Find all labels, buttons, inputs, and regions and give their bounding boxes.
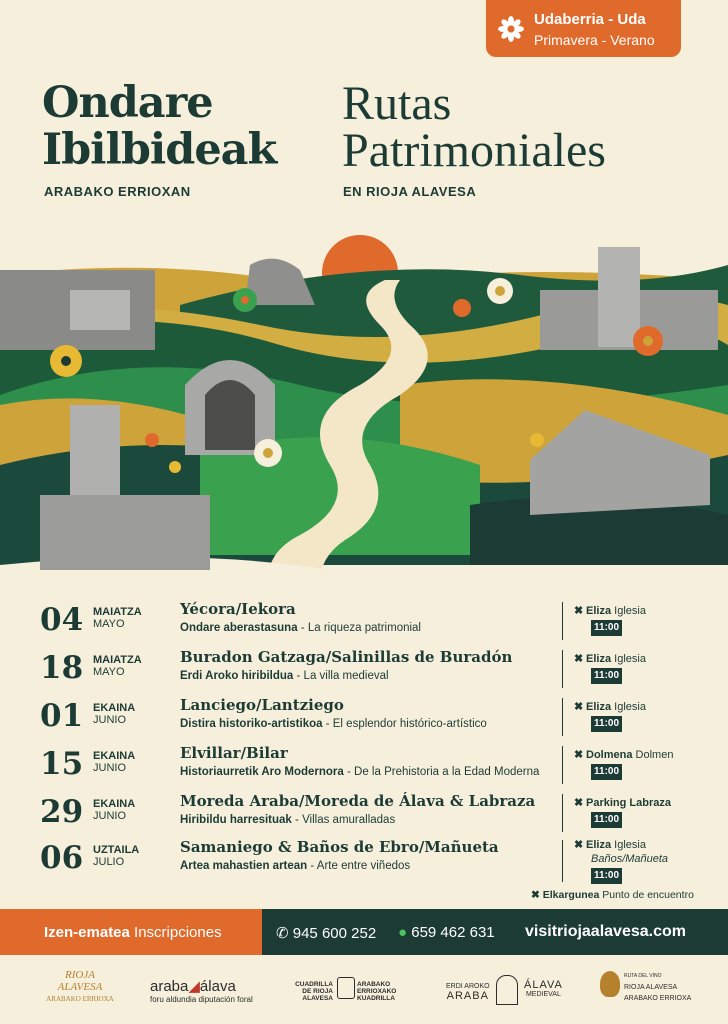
divider bbox=[562, 602, 563, 640]
coat-of-arms-icon bbox=[337, 977, 355, 999]
event-time: 11:00 bbox=[591, 620, 622, 636]
event-item bbox=[0, 744, 728, 790]
event-place: Yécora/Iekora bbox=[180, 600, 296, 618]
event-month: EKAINA JUNIO bbox=[93, 702, 136, 726]
event-location: ✖ Eliza Iglesia 11:00 bbox=[574, 604, 646, 636]
event-day: 06 bbox=[40, 840, 84, 876]
event-day: 18 bbox=[40, 650, 84, 686]
cuadrilla-logo: CUADRILLA DE RIOJA ALAVESA ARABAKO ERRIOXAKO KUADRILLA bbox=[285, 955, 425, 1024]
event-time: 11:00 bbox=[591, 868, 622, 884]
phone-icon: ✆ bbox=[276, 925, 289, 942]
event-item bbox=[0, 648, 728, 694]
event-theme: Artea mahastien artean - Arte entre viñedos bbox=[180, 860, 411, 872]
divider bbox=[562, 794, 563, 832]
event-place: Buradon Gatzaga/Salinillas de Buradón bbox=[180, 648, 513, 666]
divider bbox=[562, 698, 563, 736]
event-location: ✖ Parking Labraza 11:00 bbox=[574, 796, 671, 828]
meeting-point-icon: ✖ bbox=[574, 839, 584, 851]
season-es: Primavera - Verano bbox=[534, 32, 655, 48]
event-time: 11:00 bbox=[591, 764, 622, 780]
event-place: Samaniego & Baños de Ebro/Mañueta bbox=[180, 838, 499, 856]
grape-icon bbox=[600, 971, 620, 997]
meeting-point-icon: ✖ bbox=[574, 701, 584, 713]
event-theme: Distira historiko-artistikoa - El esplendor histórico-artístico bbox=[180, 718, 487, 730]
meeting-point-icon: ✖ bbox=[574, 749, 584, 761]
medieval-logo: ERDI AROKO ARABA ÁLAVA MEDIEVAL bbox=[446, 955, 571, 1024]
event-time: 11:00 bbox=[591, 668, 622, 684]
event-location: ✖ Dolmena Dolmen 11:00 bbox=[574, 748, 673, 780]
contact-section bbox=[262, 909, 728, 955]
event-month: EKAINA JUNIO bbox=[93, 750, 136, 774]
event-location: ✖ Eliza Iglesia 11:00 bbox=[574, 652, 646, 684]
event-item bbox=[0, 696, 728, 742]
sponsor-logos bbox=[0, 955, 728, 1024]
title-spanish: Rutas Patrimoniales bbox=[342, 77, 606, 177]
event-time: 11:00 bbox=[591, 716, 622, 732]
website-link[interactable]: visitriojaalavesa.com bbox=[525, 923, 686, 940]
event-month: EKAINA JUNIO bbox=[93, 798, 136, 822]
event-item bbox=[0, 600, 728, 646]
event-day: 29 bbox=[40, 794, 84, 830]
ruta-vino-logo: RUTA DEL VINO RIOJA ALAVESA ARABAKO ERRIOXA bbox=[600, 955, 710, 1024]
season-eu: Udaberria - Uda bbox=[534, 11, 646, 28]
event-month: UZTAILA JULIO bbox=[93, 844, 140, 868]
event-day: 04 bbox=[40, 602, 84, 638]
event-theme: Ondare aberastasuna - La riqueza patrimonial bbox=[180, 622, 421, 634]
subtitle-spanish: EN RIOJA ALAVESA bbox=[343, 184, 477, 199]
divider bbox=[562, 650, 563, 688]
phone-link[interactable]: ✆ 945 600 252 bbox=[276, 925, 377, 942]
event-month: MAIATZA MAYO bbox=[93, 654, 142, 678]
arch-icon bbox=[496, 975, 518, 1005]
subtitle-basque: ARABAKO ERRIOXAN bbox=[44, 184, 191, 199]
event-theme: Erdi Aroko hiribildua - La villa medieval bbox=[180, 670, 389, 682]
event-theme: Hiribildu harresituak - Villas amuralladas bbox=[180, 814, 396, 826]
event-item bbox=[0, 838, 728, 884]
event-theme: Historiaurretik Aro Modernora - De la Prehistoria a la Edad Moderna bbox=[180, 766, 540, 778]
season-badge bbox=[486, 0, 681, 57]
event-location: ✖ Eliza Iglesia 11:00 bbox=[574, 700, 646, 732]
divider bbox=[562, 746, 563, 784]
meeting-point-legend: ✖ Elkargunea Punto de encuentro bbox=[531, 889, 694, 901]
event-place: Elvillar/Bilar bbox=[180, 744, 288, 762]
event-location: ✖ Eliza Iglesia Baños/Mañueta 11:00 bbox=[574, 838, 668, 884]
event-day: 15 bbox=[40, 746, 84, 782]
register-es: Inscripciones bbox=[134, 924, 222, 941]
event-place: Lanciego/Lantziego bbox=[180, 696, 344, 714]
event-place: Moreda Araba/Moreda de Álava & Labraza bbox=[180, 792, 536, 810]
register-eu: Izen-ematea bbox=[44, 924, 130, 941]
event-day: 01 bbox=[40, 698, 84, 734]
araba-alava-logo: araba◢álava foru aldundia diputación foral bbox=[150, 978, 253, 1004]
title-basque: Ondare Ibilbideak bbox=[42, 78, 277, 175]
footer-bar bbox=[0, 909, 728, 955]
event-time: 11:00 bbox=[591, 812, 622, 828]
meeting-point-icon: ✖ bbox=[574, 605, 584, 617]
rioja-alavesa-logo: RIOJA ALAVESA ARABAKO ERRIOXA bbox=[46, 969, 114, 1003]
landscape-illustration bbox=[0, 235, 728, 595]
flower-icon bbox=[498, 16, 524, 42]
meeting-point-icon: ✖ bbox=[574, 797, 584, 809]
event-month: MAIATZA MAYO bbox=[93, 606, 142, 630]
whatsapp-link[interactable]: ● 659 462 631 bbox=[398, 924, 495, 941]
register-section bbox=[0, 909, 262, 955]
event-item bbox=[0, 792, 728, 838]
meeting-point-icon: ✖ bbox=[574, 653, 584, 665]
divider bbox=[562, 840, 563, 882]
whatsapp-icon: ● bbox=[398, 924, 408, 941]
